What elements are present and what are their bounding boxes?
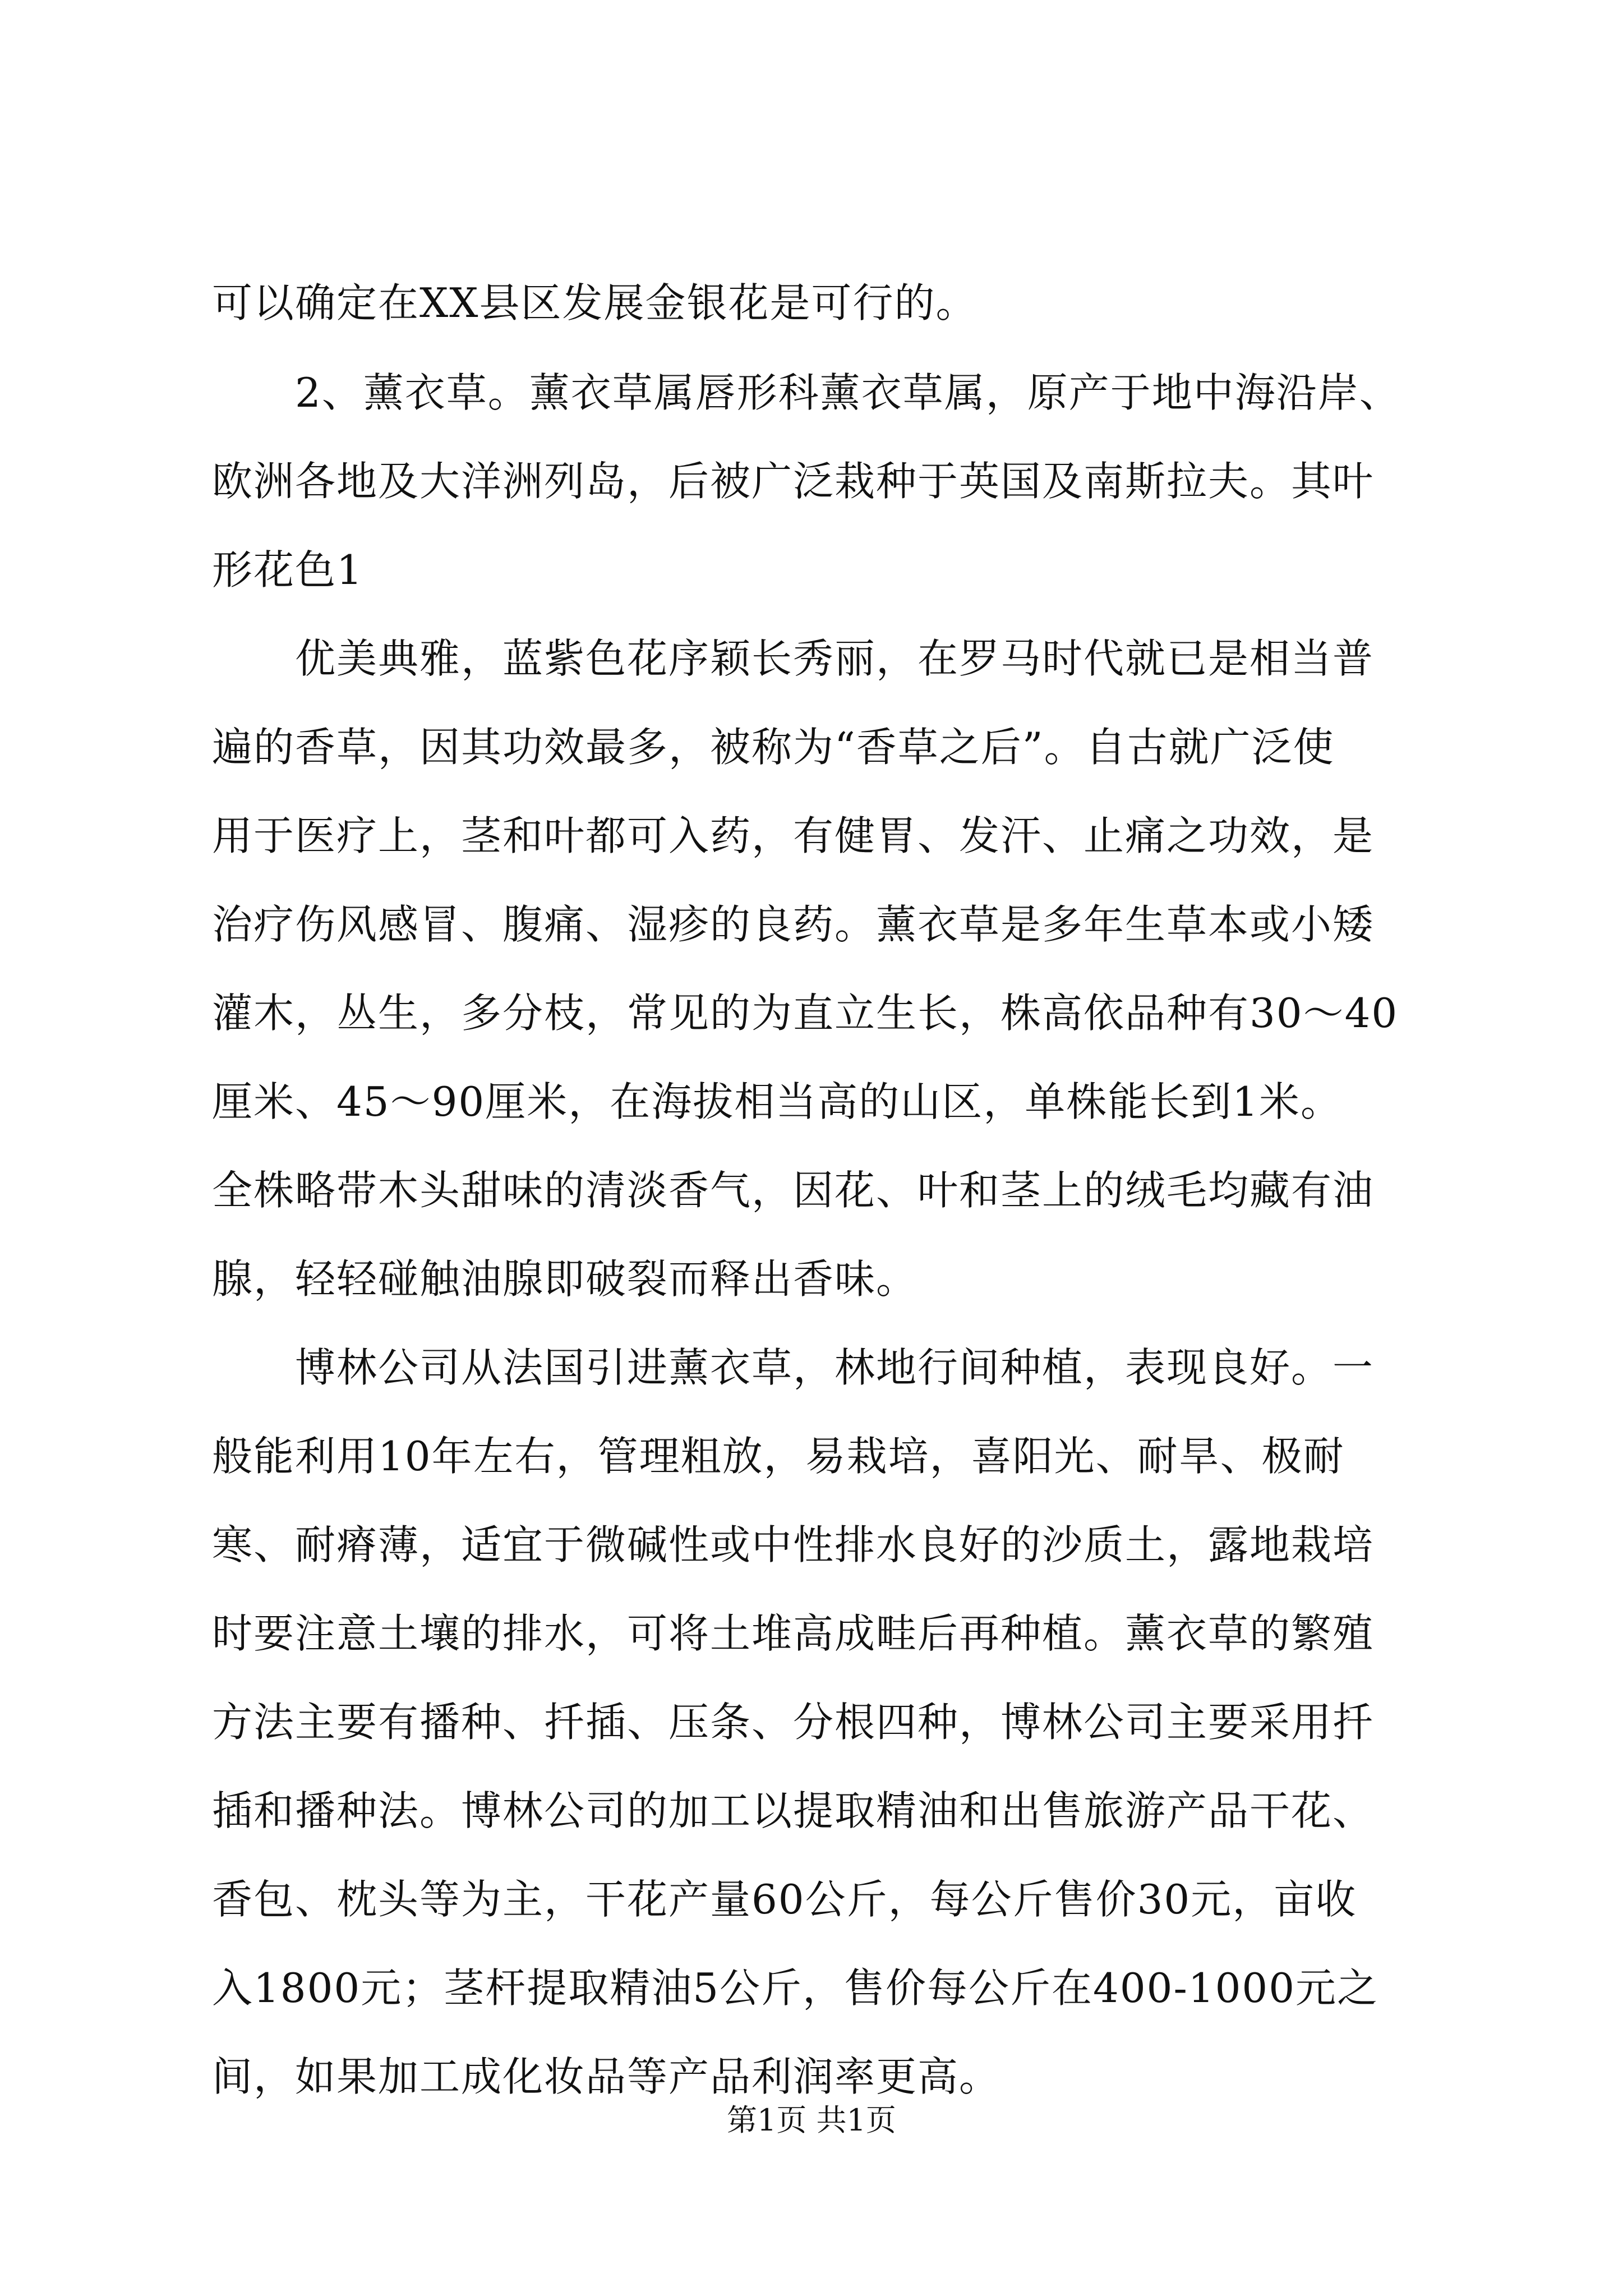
text-line: 欧洲各地及大洋洲列岛，后被广泛栽种于英国及南斯拉夫。其叶 [212, 458, 1375, 505]
text-line: 间，如果加工成化妆品等产品利润率更高。 [212, 2053, 1001, 2100]
text-line: 腺，轻轻碰触油腺即破裂而释出香味。 [212, 1255, 918, 1303]
text-line: 厘米、45～90厘米，在海拔相当高的山区，单株能长到1米。 [212, 1078, 1343, 1125]
page-number-footer: 第1页 共1页 [727, 2102, 896, 2138]
text-line: 形花色1 [212, 546, 363, 593]
text-line: 可以确定在XX县区发展金银花是可行的。 [212, 279, 978, 326]
text-line: 全株略带木头甜味的清淡香气，因花、叶和茎上的绒毛均藏有油 [212, 1167, 1375, 1214]
text-line: 遍的香草，因其功效最多，被称为“香草之后”。自古就广泛使 [212, 724, 1335, 771]
text-line: 般能利用10年左右，管理粗放，易栽培，喜阳光、耐旱、极耐 [212, 1433, 1345, 1480]
text-line: 方法主要有播种、扦插、压条、分根四种，博林公司主要采用扦 [212, 1699, 1375, 1746]
text-line: 灌木，丛生，多分枝，常见的为直立生长，株高依品种有30～40 [212, 990, 1399, 1037]
text-line: 插和播种法。博林公司的加工以提取精油和出售旅游产品干花、 [212, 1787, 1375, 1834]
text-line: 治疗伤风感冒、腹痛、湿疹的良药。薰衣草是多年生草本或小矮 [212, 901, 1375, 948]
text-line: 用于医疗上，茎和叶都可入药，有健胃、发汗、止痛之功效，是 [212, 812, 1375, 859]
text-line: 入1800元；茎杆提取精油5公斤，售价每公斤在400-1000元之 [212, 1964, 1379, 2012]
text-line: 香包、枕头等为主，干花产量60公斤，每公斤售价30元，亩收 [212, 1876, 1357, 1923]
text-line: 寒、耐瘠薄，适宜于微碱性或中性排水良好的沙质土，露地栽培 [212, 1521, 1375, 1568]
text-line: 优美典雅，蓝紫色花序颖长秀丽，在罗马时代就已是相当普 [295, 635, 1375, 682]
text-line: 时要注意土壤的排水，可将土堆高成畦后再种植。薰衣草的繁殖 [212, 1610, 1375, 1657]
text-line: 2、薰衣草。薰衣草属唇形科薰衣草属，原产于地中海沿岸、 [295, 369, 1401, 416]
text-line: 博林公司从法国引进薰衣草，林地行间种植，表现良好。一 [295, 1344, 1375, 1391]
